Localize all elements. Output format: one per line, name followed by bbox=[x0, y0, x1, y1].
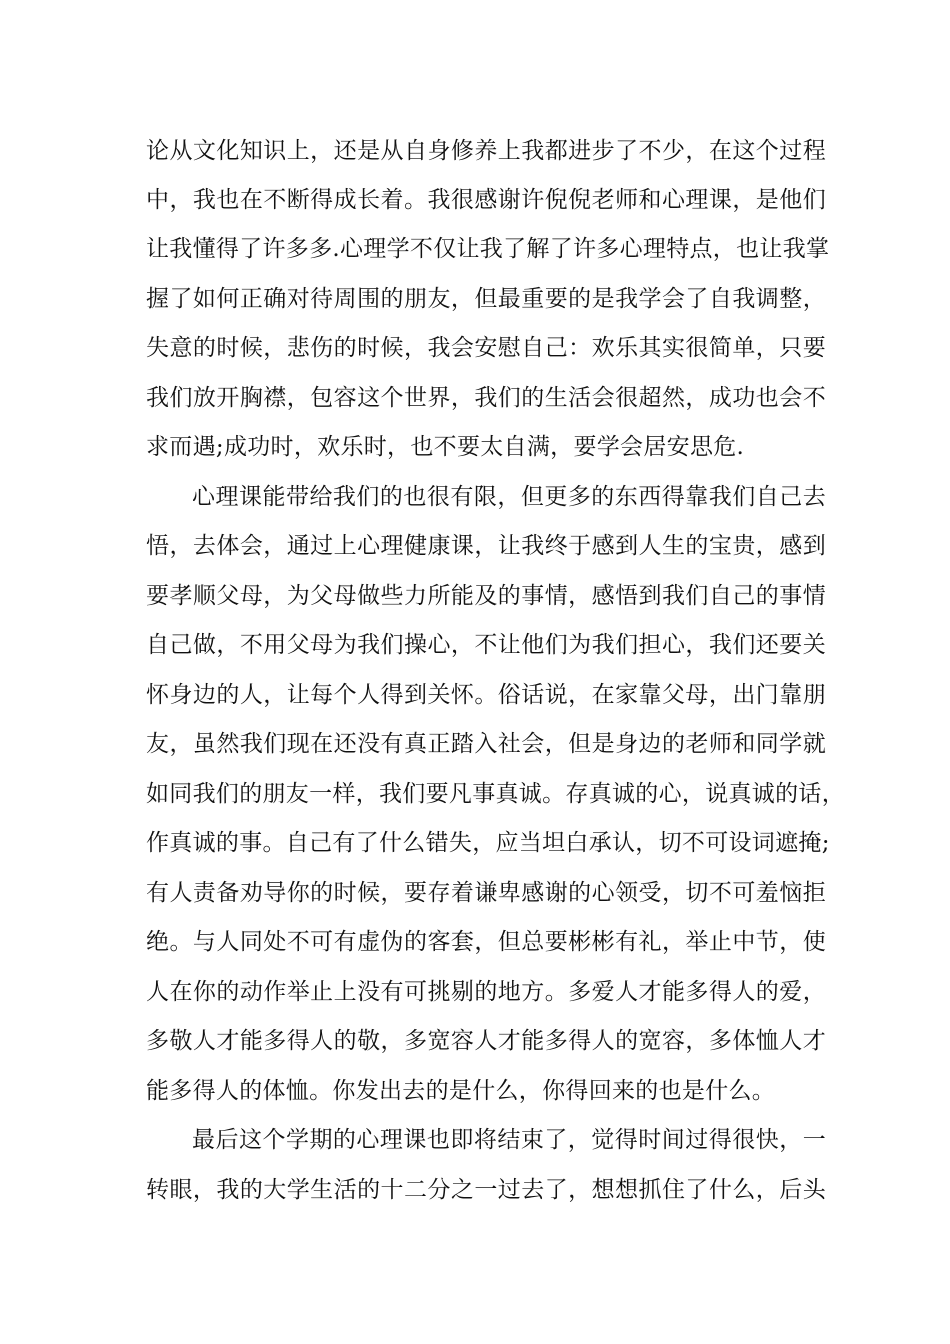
text-line: 友，虽然我们现在还没有真正踏入社会，但是身边的老师和同学就 bbox=[146, 731, 826, 757]
text-line: 论从文化知识上，还是从自身修养上我都进步了不少，在这个过程 bbox=[146, 138, 826, 164]
text-line: 有人责备劝导你的时候，要存着谦卑感谢的心领受，切不可羞恼拒 bbox=[146, 880, 826, 906]
text-line: 握了如何正确对待周围的朋友，但最重要的是我学会了自我调整， bbox=[146, 286, 826, 312]
text-line: 人在你的动作举止上没有可挑剔的地方。多爱人才能多得人的爱， bbox=[146, 979, 826, 1005]
text-line: 怀身边的人，让每个人得到关怀。俗话说，在家靠父母，出门靠朋 bbox=[146, 682, 826, 708]
text-line: 悟，去体会，通过上心理健康课，让我终于感到人生的宝贵，感到 bbox=[146, 533, 826, 559]
text-line: 中，我也在不断得成长着。我很感谢许倪倪老师和心理课，是他们 bbox=[146, 187, 826, 213]
text-line: 转眼，我的大学生活的十二分之一过去了，想想抓住了什么，后头 bbox=[146, 1177, 826, 1203]
paragraph-first-line: 最后这个学期的心理课也即将结束了，觉得时间过得很快，一 bbox=[192, 1127, 826, 1153]
text-line: 失意的时候，悲伤的时候，我会安慰自己：欢乐其实很简单，只要 bbox=[146, 335, 826, 361]
text-line: 让我懂得了许多多.心理学不仅让我了解了许多心理特点，也让我掌 bbox=[146, 236, 830, 262]
text-line: 绝。与人同处不可有虚伪的客套，但总要彬彬有礼，举止中节，使 bbox=[146, 929, 826, 955]
paragraph-first-line: 心理课能带给我们的也很有限，但更多的东西得靠我们自己去 bbox=[192, 484, 826, 510]
text-line: 能多得人的体恤。你发出去的是什么，你得回来的也是什么。 bbox=[146, 1078, 776, 1104]
text-line: 作真诚的事。自己有了什么错失，应当坦白承认，切不可设词遮掩; bbox=[146, 830, 830, 856]
text-line: 要孝顺父母，为父母做些力所能及的事情，感悟到我们自己的事情 bbox=[146, 583, 826, 609]
text-line: 如同我们的朋友一样，我们要凡事真诚。存真诚的心，说真诚的话， bbox=[146, 781, 845, 807]
text-line: 多敬人才能多得人的敬，多宽容人才能多得人的宽容，多体恤人才 bbox=[146, 1028, 826, 1054]
text-line: 求而遇;成功时，欢乐时，也不要太自满，要学会居安思危. bbox=[146, 434, 745, 460]
text-line: 我们放开胸襟，包容这个世界，我们的生活会很超然，成功也会不 bbox=[146, 385, 826, 411]
text-line: 自己做，不用父母为我们操心，不让他们为我们担心，我们还要关 bbox=[146, 632, 826, 658]
